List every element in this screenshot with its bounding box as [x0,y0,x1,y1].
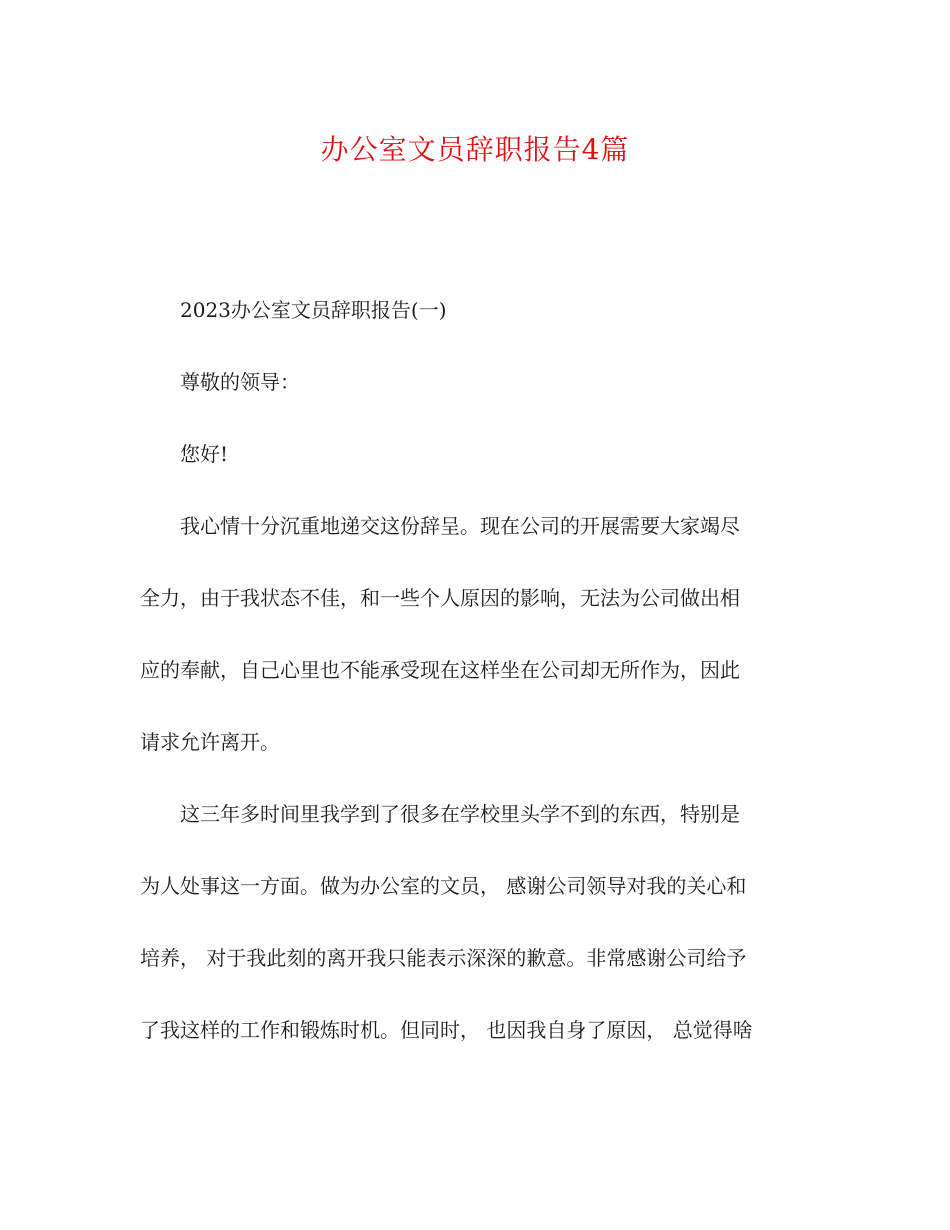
document-title: 办公室文员辞职报告4篇 [320,133,630,166]
paragraph-line: 这三年多时间里我学到了很多在学校里头学不到的东西，特别是 [180,802,740,826]
paragraph-1 [140,502,802,766]
document-body [140,286,802,1078]
section-heading: 2023办公室文员辞职报告(一) [180,298,447,322]
paragraph-line: 培养， 对于我此刻的离开我只能表示深深的歉意。非常感谢公司给予 [140,946,747,970]
paragraph-line: 了我这样的工作和锻炼时机。但同时， 也因我自身了原因， 总觉得啥 [140,1018,753,1042]
greeting: 您好! [180,442,229,466]
paragraph-line: 请求允许离开。 [140,730,280,754]
paragraph-line: 为人处事这一方面。做为办公室的文员， 感谢公司领导对我的关心和 [140,874,747,898]
paragraph-line: 应的奉献，自己心里也不能承受现在这样坐在公司却无所作为，因此 [140,658,740,682]
paragraph-2 [140,790,802,1054]
paragraph-line: 我心情十分沉重地递交这份辞呈。现在公司的开展需要大家竭尽 [180,514,740,538]
salutation: 尊敬的领导： [180,370,300,394]
paragraph-line: 全力，由于我状态不佳，和一些个人原因的影响，无法为公司做出相 [140,586,740,610]
